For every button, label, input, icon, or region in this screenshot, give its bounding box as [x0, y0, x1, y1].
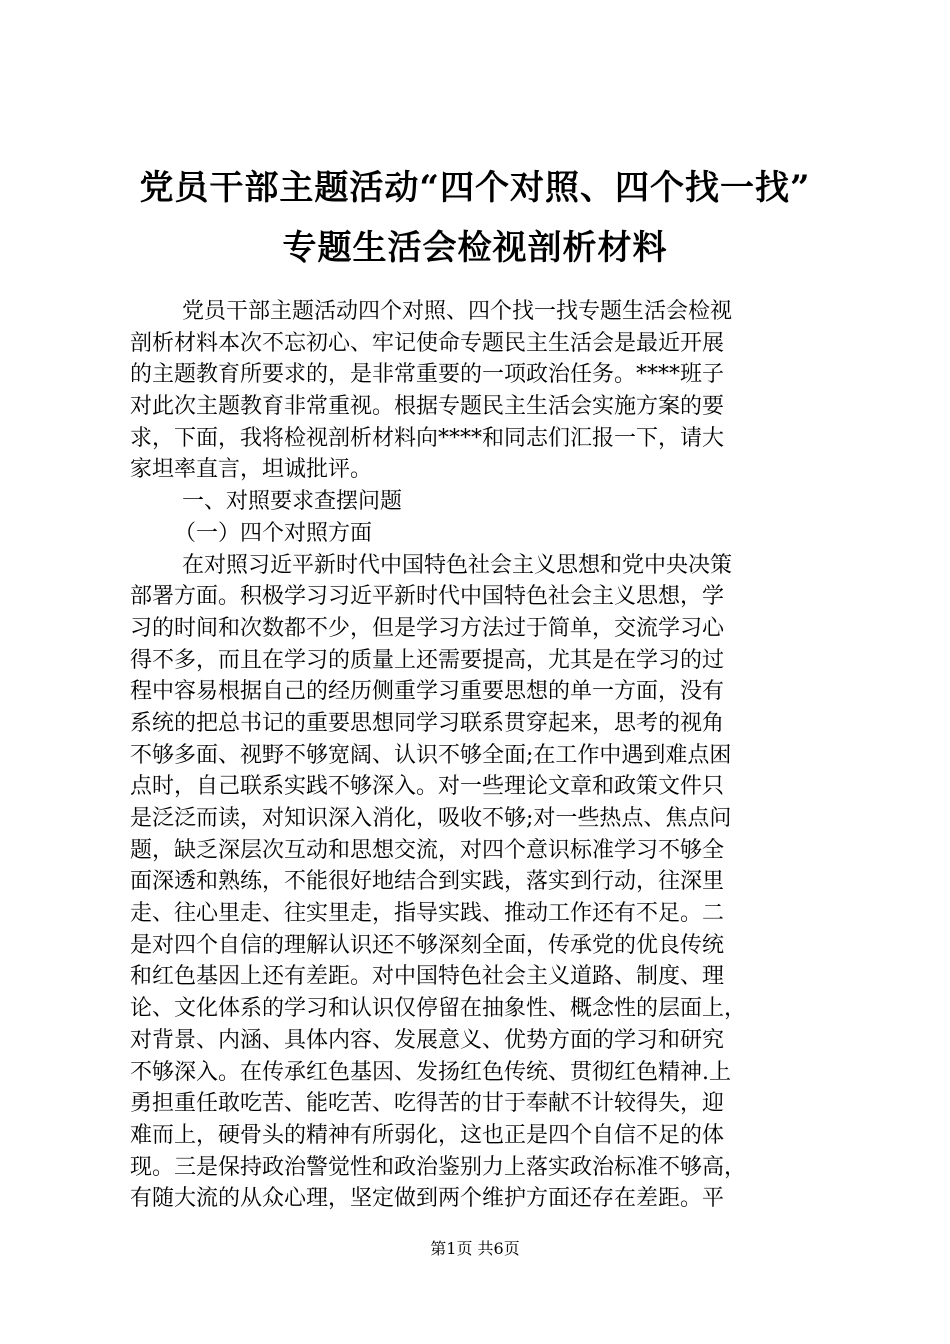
body-line: 不够深入。在传承红色基因、发扬红色传统、贯彻红色精神.上 — [130, 1059, 731, 1085]
body-line: 走、往心里走、往实里走，指导实践、推动工作还有不足。二 — [130, 901, 725, 927]
body-line: 现。三是保持政治警觉性和政治鉴别力上落实政治标准不够高， — [130, 1154, 747, 1180]
body-line: 论、文化体系的学习和认识仅停留在抽象性、概念性的层面上， — [130, 996, 747, 1022]
body-line: 面深透和熟练，不能很好地结合到实践，落实到行动，往深里 — [130, 869, 725, 895]
body-line: 是对四个自信的理解认识还不够深刻全面，传承党的优良传统 — [130, 932, 725, 958]
body-line: 不够多面、视野不够宽阔、认识不够全面;在工作中遇到难点困 — [130, 742, 732, 768]
body-line: 得不多，而且在学习的质量上还需要提高，尤其是在学习的过 — [130, 647, 725, 673]
body-line: 的主题教育所要求的，是非常重要的一项政治任务。****班子 — [130, 362, 725, 388]
body-line: 系统的把总书记的重要思想同学习联系贯穿起来，思考的视角 — [130, 710, 725, 736]
body-line: 题，缺乏深层次互动和思想交流，对四个意识标准学习不够全 — [130, 837, 725, 863]
body-line: 习的时间和次数都不少，但是学习方法过于简单，交流学习心 — [130, 615, 725, 641]
page-number-footer: 第1页 共6页 — [430, 1239, 520, 1258]
body-line: 对背景、内涵、具体内容、发展意义、优势方面的学习和研究 — [130, 1027, 725, 1053]
body-line: 是泛泛而读，对知识深入消化，吸收不够;对一些热点、焦点问 — [130, 806, 732, 831]
body-line: 点时，自己联系实践不够深入。对一些理论文章和政策文件只 — [130, 774, 725, 800]
body-line: 对此次主题教育非常重视。根据专题民主生活会实施方案的要 — [130, 394, 725, 420]
body-line: 程中容易根据自己的经历侧重学习重要思想的单一方面，没有 — [130, 679, 725, 705]
body-line: 部署方面。积极学习习近平新时代中国特色社会主义思想，学 — [130, 584, 725, 610]
body-line: 在对照习近平新时代中国特色社会主义思想和党中央决策 — [182, 552, 733, 578]
body-line: 难而上，硬骨头的精神有所弱化，这也正是四个自信不足的体 — [130, 1122, 725, 1148]
body-line: 求，下面，我将检视剖析材料向****和同志们汇报一下，请大 — [130, 425, 725, 451]
document-body — [130, 296, 830, 1215]
document-title-line-2: 专题生活会检视剖析材料 — [282, 228, 668, 268]
section-heading: 一、对照要求查摆问题 — [182, 489, 403, 515]
body-line: 和红色基因上还有差距。对中国特色社会主义道路、制度、理 — [130, 964, 725, 990]
body-line: 勇担重任敢吃苦、能吃苦、吃得苦的甘于奉献不计较得失，迎 — [130, 1091, 725, 1117]
body-line: 家坦率直言，坦诚批评。 — [130, 457, 373, 483]
body-line: 剖析材料本次不忘初心、牢记使命专题民主生活会是最近开展 — [130, 330, 725, 356]
body-line: 有随大流的从众心理，坚定做到两个维护方面还存在差距。平 — [130, 1186, 725, 1212]
body-line: 党员干部主题活动四个对照、四个找一找专题生活会检视 — [182, 299, 733, 324]
subsection-heading: （一）四个对照方面 — [174, 520, 373, 546]
document-title-line-1: 党员干部主题活动“四个对照、四个找一找” — [139, 168, 811, 208]
